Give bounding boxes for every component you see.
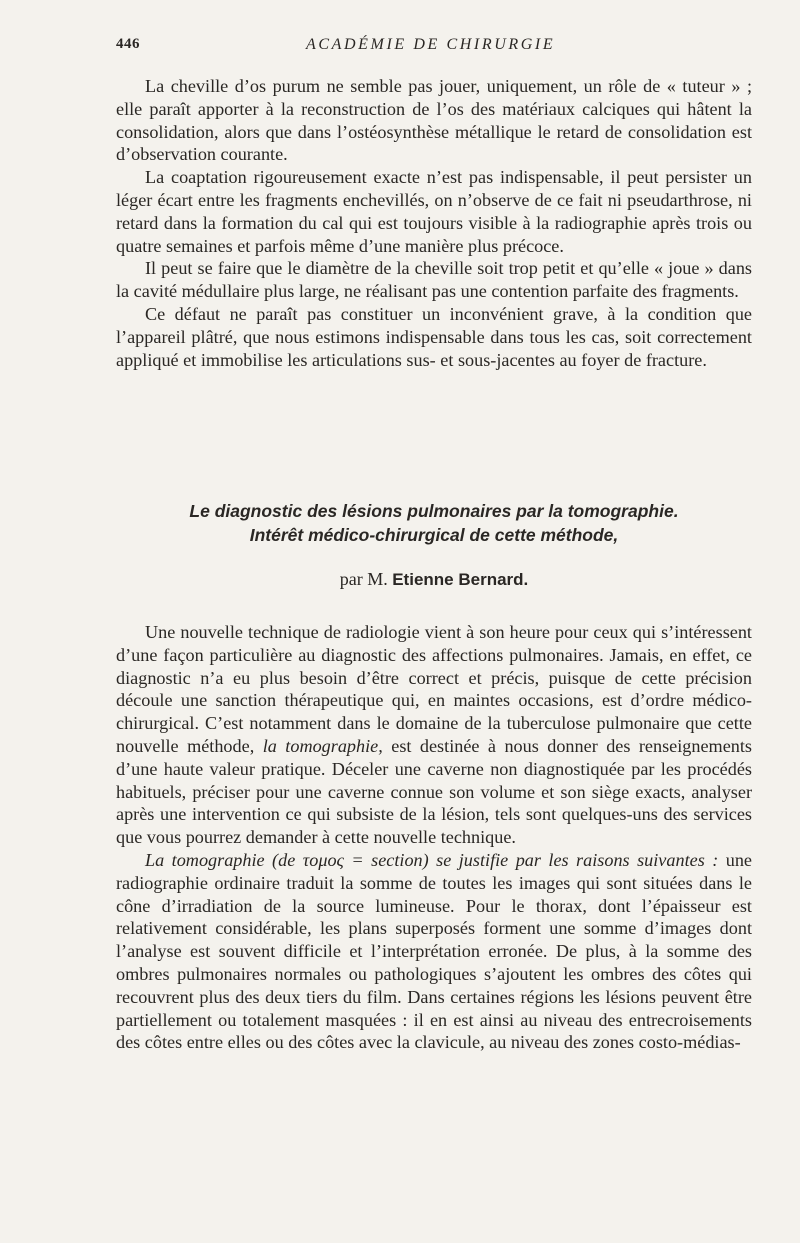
page-number: 446 xyxy=(116,36,140,52)
journal-title: ACADÉMIE DE CHIRURGIE xyxy=(306,36,556,53)
byline-prefix: par M. xyxy=(339,569,388,589)
byline xyxy=(116,569,752,590)
paragraph-text: est destinée à nous donner des renseignements d’une haute valeur pratique. Déceler une caverne non diagnostiquée par les procédés habituels, préciser pour une caverne connue son volume et son siège exacts, analyser après une intervention ce qui subsiste de la lésion, tels sont quelques-uns des services que vous pourrez demander à cette nouvelle technique. xyxy=(116,735,753,848)
paragraph-text: une radiographie ordinaire traduit la somme de toutes les images qui sont situées dans le cône d’irradiation de la source lumineuse. Pour le thorax, dont l’épaisseur est relativement considérable, les plans superposés forment une somme d’images dont l’analyse est souvent difficile et l’interprétation erronée. De plus, à la somme des ombres pulmonaires normales ou pathologiques s’ajoutent les ombres des côtes qui recouvrent plus des deux tiers du film. Dans certaines régions les lésions peuvent être partiellement ou totalement masquées : il en est ainsi au niveau des entrecroisements des côtes entre elles ou des côtes avec la clavicule, au niveau des zones costo-médias- xyxy=(116,849,752,1053)
article-title xyxy=(116,499,752,547)
author-name: Etienne Bernard. xyxy=(392,570,529,589)
italic-lead: La tomographie (de τομος = section) se justifie par les raisons suivantes : xyxy=(145,849,719,870)
paragraph: Ce défaut ne paraît pas constituer un inconvénient grave, à la condition que l’appareil plâtré, que nous estimons indispensable dans tous les cas, soit correctement appliqué et immobilise les articulations sus- et sous-jacentes au foyer de fracture. xyxy=(116,303,752,370)
paragraph xyxy=(116,621,752,849)
article-title-line-1: Le diagnostic des lésions pulmonaires par la tomographie. xyxy=(189,501,679,521)
paragraph: La cheville d’os purum ne semble pas jouer, uniquement, un rôle de « tuteur » ; elle paraît apporter à la reconstruction de l’os des matériaux calciques qui hâtent la consolidation, alors que dans l’ostéosynthèse métallique le retard de consolidation est d’observation courante. xyxy=(116,76,752,165)
running-header xyxy=(116,36,756,60)
previous-article-conclusion xyxy=(116,75,752,371)
article-body xyxy=(116,621,752,1054)
article-title-line-2: Intérêt médico-chirurgical de cette méthode, xyxy=(249,525,619,545)
paragraph-text: Une nouvelle technique de radiologie vient à son heure pour ceux qui s’intéressent d’une façon particulière au diagnostic des affections pulmonaires. Jamais, en effet, ce diagnostic n’a eu plus besoin d’être correct et précis, puisque de cette précision découle une sanction thérapeutique qui, en maintes occasions, est d’ordre médico-chirurgical. C’est notamment dans le domaine de la tuberculose pulmonaire que cette nouvelle méthode, xyxy=(116,622,752,756)
paragraph: La coaptation rigoureusement exacte n’est pas indispensable, il peut persister un léger écart entre les fragments enchevillés, on n’observe de ce fait ni pseudarthrose, ni retard dans la formation du cal qui est toujours visible à la radiographie après trois ou quatre semaines et parfois même d’une manière plus précoce. xyxy=(116,167,752,256)
italic-term: la tomographie, xyxy=(262,735,383,756)
paragraph xyxy=(116,849,752,1054)
paragraph: Il peut se faire que le diamètre de la cheville soit trop petit et qu’elle « joue » dans la cavité médullaire plus large, ne réalisant pas une contention parfaite des fragments. xyxy=(116,258,752,302)
